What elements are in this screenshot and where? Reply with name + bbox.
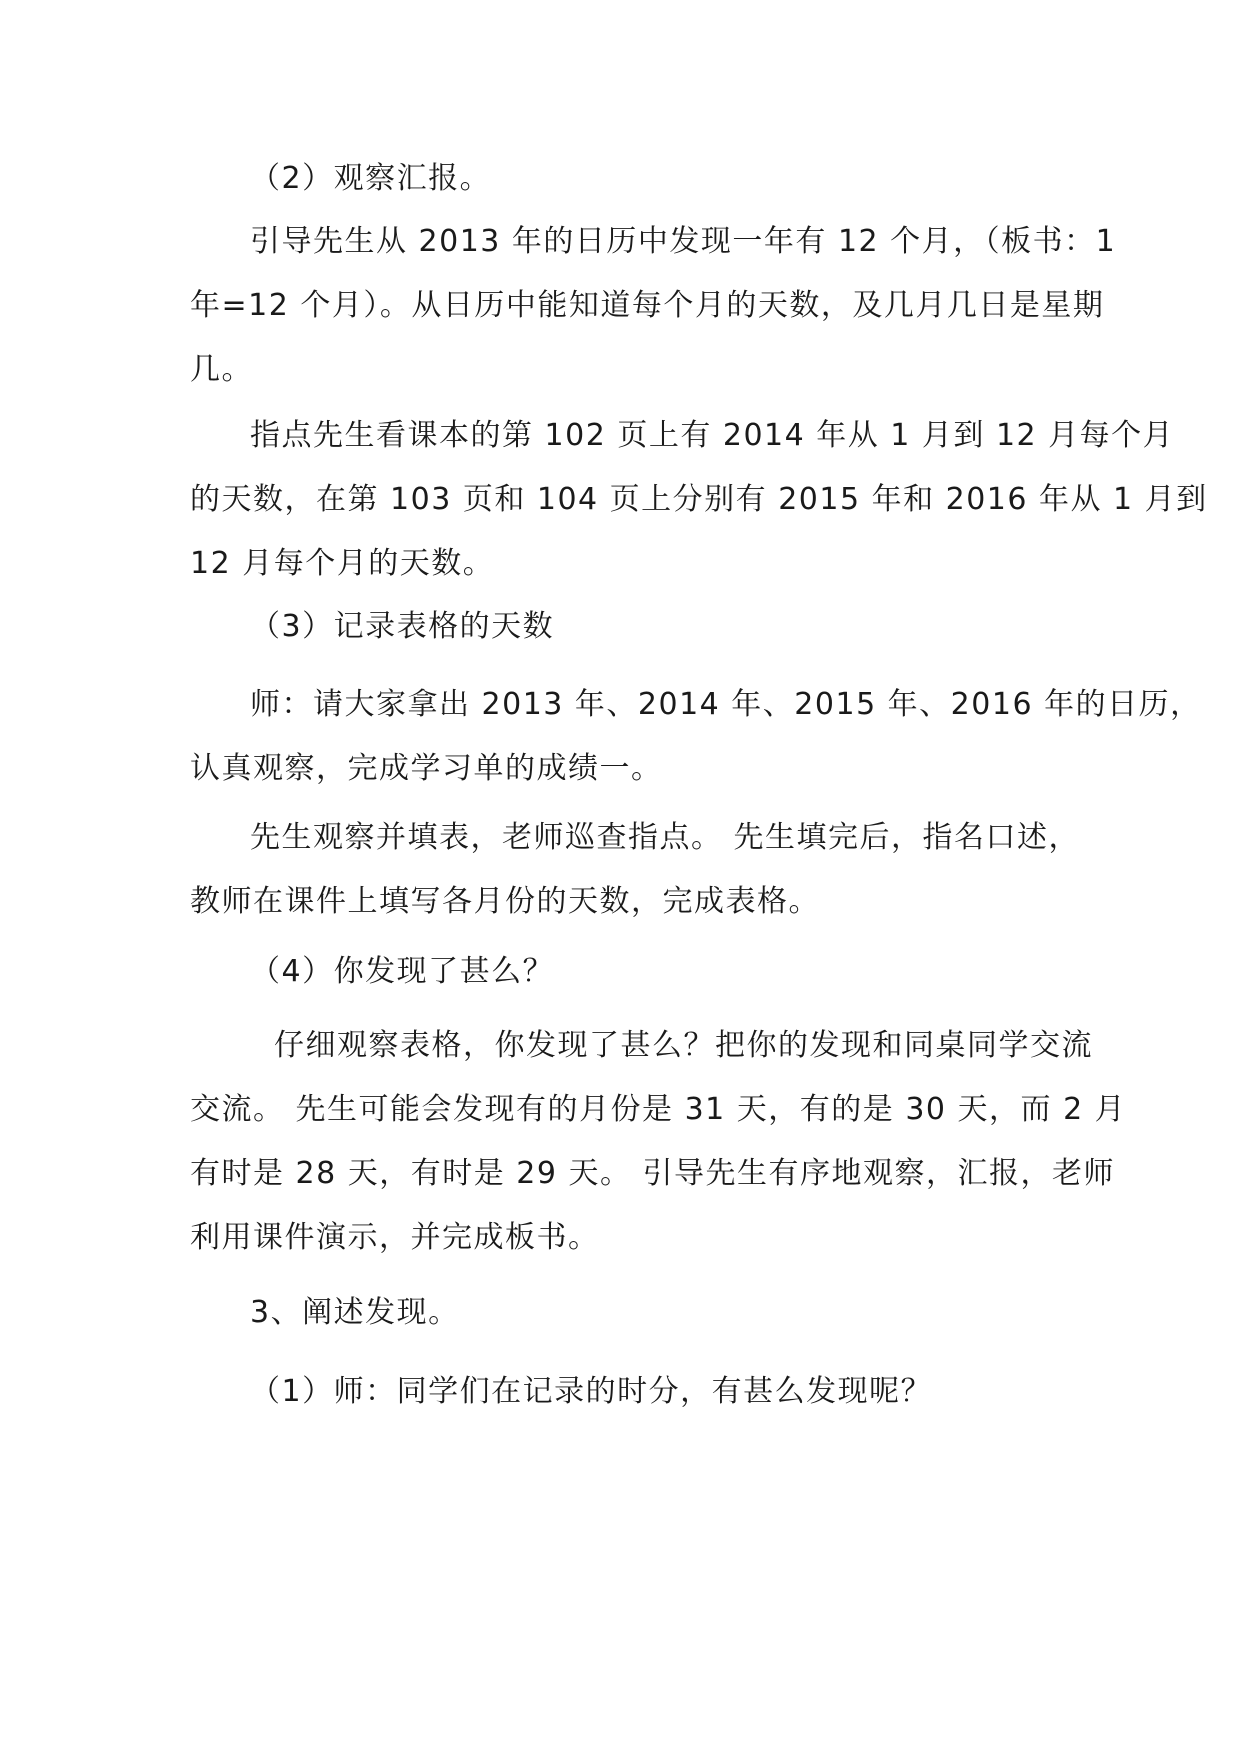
paragraph-fill-table xyxy=(190,806,1081,934)
text-line: 有时是 28 天，有时是 29 天。 引导先生有序地观察，汇报，老师 xyxy=(190,1156,1116,1191)
text-line: 12 月每个月的天数。 xyxy=(190,546,495,581)
text-line: （3）记录表格的天数 xyxy=(250,609,555,644)
subheading-record-table xyxy=(250,595,1110,659)
section-heading-describe xyxy=(250,1281,1110,1345)
text-line: 认真观察，完成学习单的成绩一。 xyxy=(190,751,663,786)
subheading-what-found xyxy=(250,940,1110,1004)
paragraph-discoveries xyxy=(190,1014,1127,1270)
text-line: 几。 xyxy=(190,352,253,387)
paragraph-calendar-months xyxy=(190,210,1117,402)
text-line: 交流。 先生可能会发现有的月份是 31 天，有的是 30 天，而 2 月 xyxy=(190,1092,1127,1127)
text-line: （4）你发现了甚么？ xyxy=(250,954,555,989)
text-line: 年=12 个月）。从日历中能知道每个月的天数，及几月几日是星期 xyxy=(190,288,1105,323)
text-line: （1）师：同学们在记录的时分，有甚么发现呢？ xyxy=(250,1374,933,1409)
subheading-teacher-question xyxy=(250,1360,1110,1424)
subheading-observe-report xyxy=(250,147,1110,211)
text-line: 引导先生从 2013 年的日历中发现一年有 12 个月，（板书：1 xyxy=(250,224,1117,259)
text-line: 3、阐述发现。 xyxy=(250,1295,460,1330)
text-line: 仔细观察表格，你发现了甚么？把你的发现和同桌同学交流 xyxy=(274,1028,1093,1063)
text-line: 指点先生看课本的第 102 页上有 2014 年从 1 月到 12 月每个月 xyxy=(250,418,1175,453)
text-line: （2）观察汇报。 xyxy=(250,161,492,196)
paragraph-teacher-calendars xyxy=(190,673,1202,801)
paragraph-textbook-pages xyxy=(190,404,1208,596)
text-line: 利用课件演示，并完成板书。 xyxy=(190,1220,600,1255)
text-line: 师：请大家拿出 2013 年、2014 年、2015 年、2016 年的日历， xyxy=(250,687,1202,722)
text-line: 教师在课件上填写各月份的天数，完成表格。 xyxy=(190,884,820,919)
text-line: 的天数，在第 103 页和 104 页上分别有 2015 年和 2016 年从 1 月到 xyxy=(190,482,1208,517)
text-line: 先生观察并填表，老师巡查指点。 先生填完后，指名口述， xyxy=(250,820,1081,855)
